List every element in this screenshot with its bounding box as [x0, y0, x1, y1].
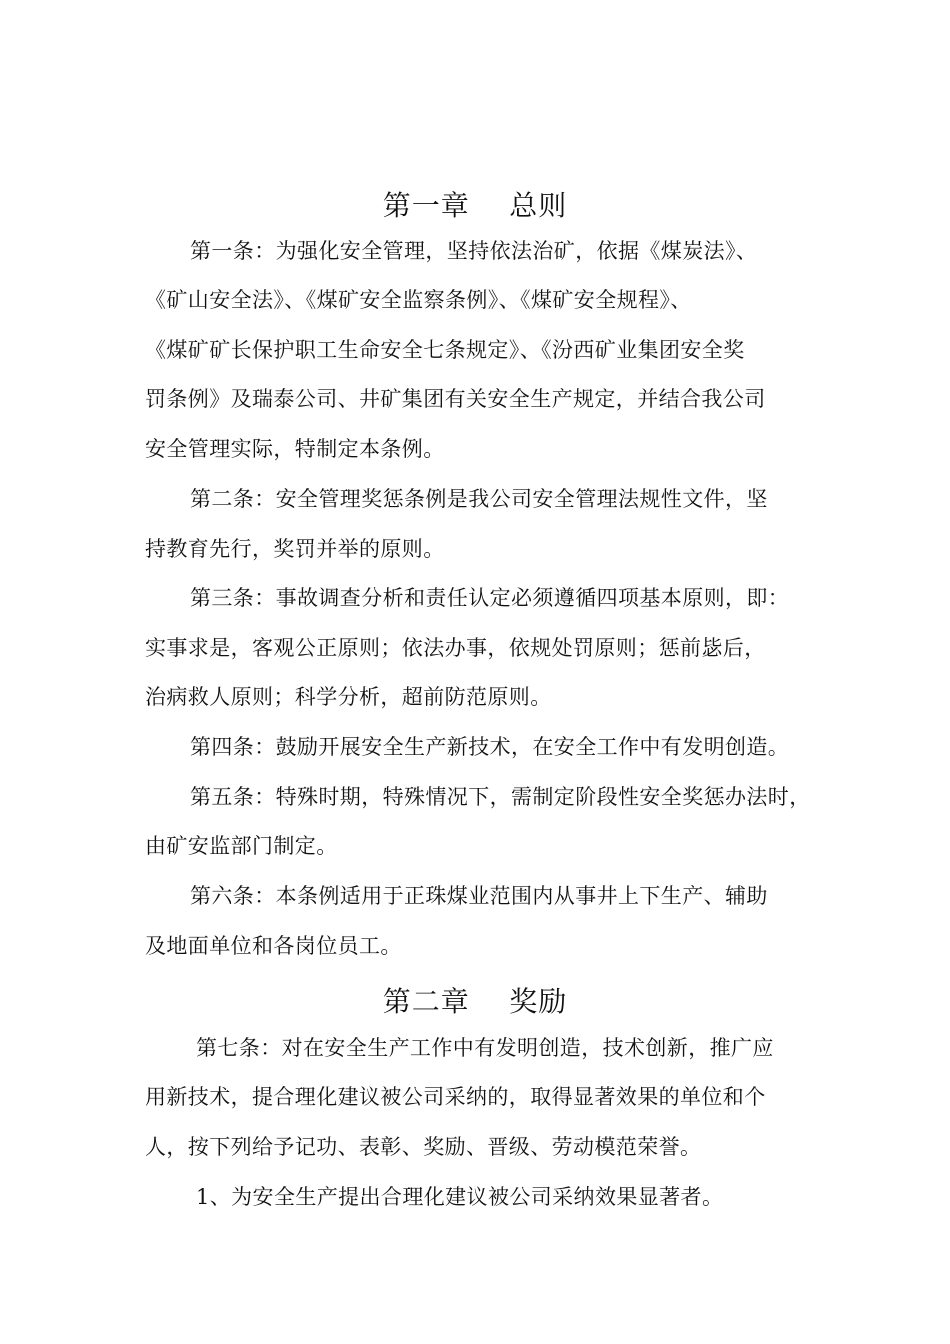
paragraph-line: 人，按下列给予记功、表彰、奖励、晋级、劳动模范荣誉。 [145, 1135, 702, 1159]
chapter-2-title: 第二章 奖励 [382, 985, 568, 1018]
paragraph-line: 《煤矿矿长保护职工生命安全七条规定》、《汾西矿业集团安全奖 [145, 338, 745, 362]
paragraph-line: 第一条：为强化安全管理，坚持依法治矿，依据《煤炭法》、 [190, 239, 758, 263]
paragraph-line: 《矿山安全法》、《煤矿安全监察条例》、《煤矿安全规程》、 [145, 288, 692, 312]
paragraph-line: 第三条：事故调查分析和责任认定必须遵循四项基本原则，即： [190, 586, 790, 610]
list-item: 1、为安全生产提出合理化建议被公司采纳效果显著者。 [196, 1185, 724, 1209]
paragraph-line: 用新技术，提合理化建议被公司采纳的，取得显著效果的单位和个 [145, 1085, 766, 1109]
paragraph-line: 及地面单位和各岗位员工。 [145, 934, 402, 958]
chapter-1-title: 第一章 总则 [382, 189, 568, 222]
paragraph-line: 第四条：鼓励开展安全生产新技术，在安全工作中有发明创造。 [190, 735, 790, 759]
paragraph-line: 第七条：对在安全生产工作中有发明创造，技术创新，推广应 [196, 1036, 774, 1060]
paragraph-line: 实事求是，客观公正原则；依法办事，依规处罚原则；惩前毖后， [145, 636, 766, 660]
paragraph-line: 由矿安监部门制定。 [145, 834, 338, 858]
paragraph-line: 持教育先行，奖罚并举的原则。 [145, 537, 445, 561]
paragraph-line: 治病救人原则；科学分析，超前防范原则。 [145, 685, 552, 709]
paragraph-line: 第五条：特殊时期，特殊情况下，需制定阶段性安全奖惩办法时， [190, 785, 811, 809]
paragraph-line: 第六条：本条例适用于正珠煤业范围内从事井上下生产、辅助 [190, 884, 768, 908]
paragraph-line: 罚条例》及瑞泰公司、井矿集团有关安全生产规定，并结合我公司 [145, 387, 766, 411]
paragraph-line: 安全管理实际，特制定本条例。 [145, 437, 445, 461]
paragraph-line: 第二条：安全管理奖惩条例是我公司安全管理法规性文件，坚 [190, 487, 768, 511]
